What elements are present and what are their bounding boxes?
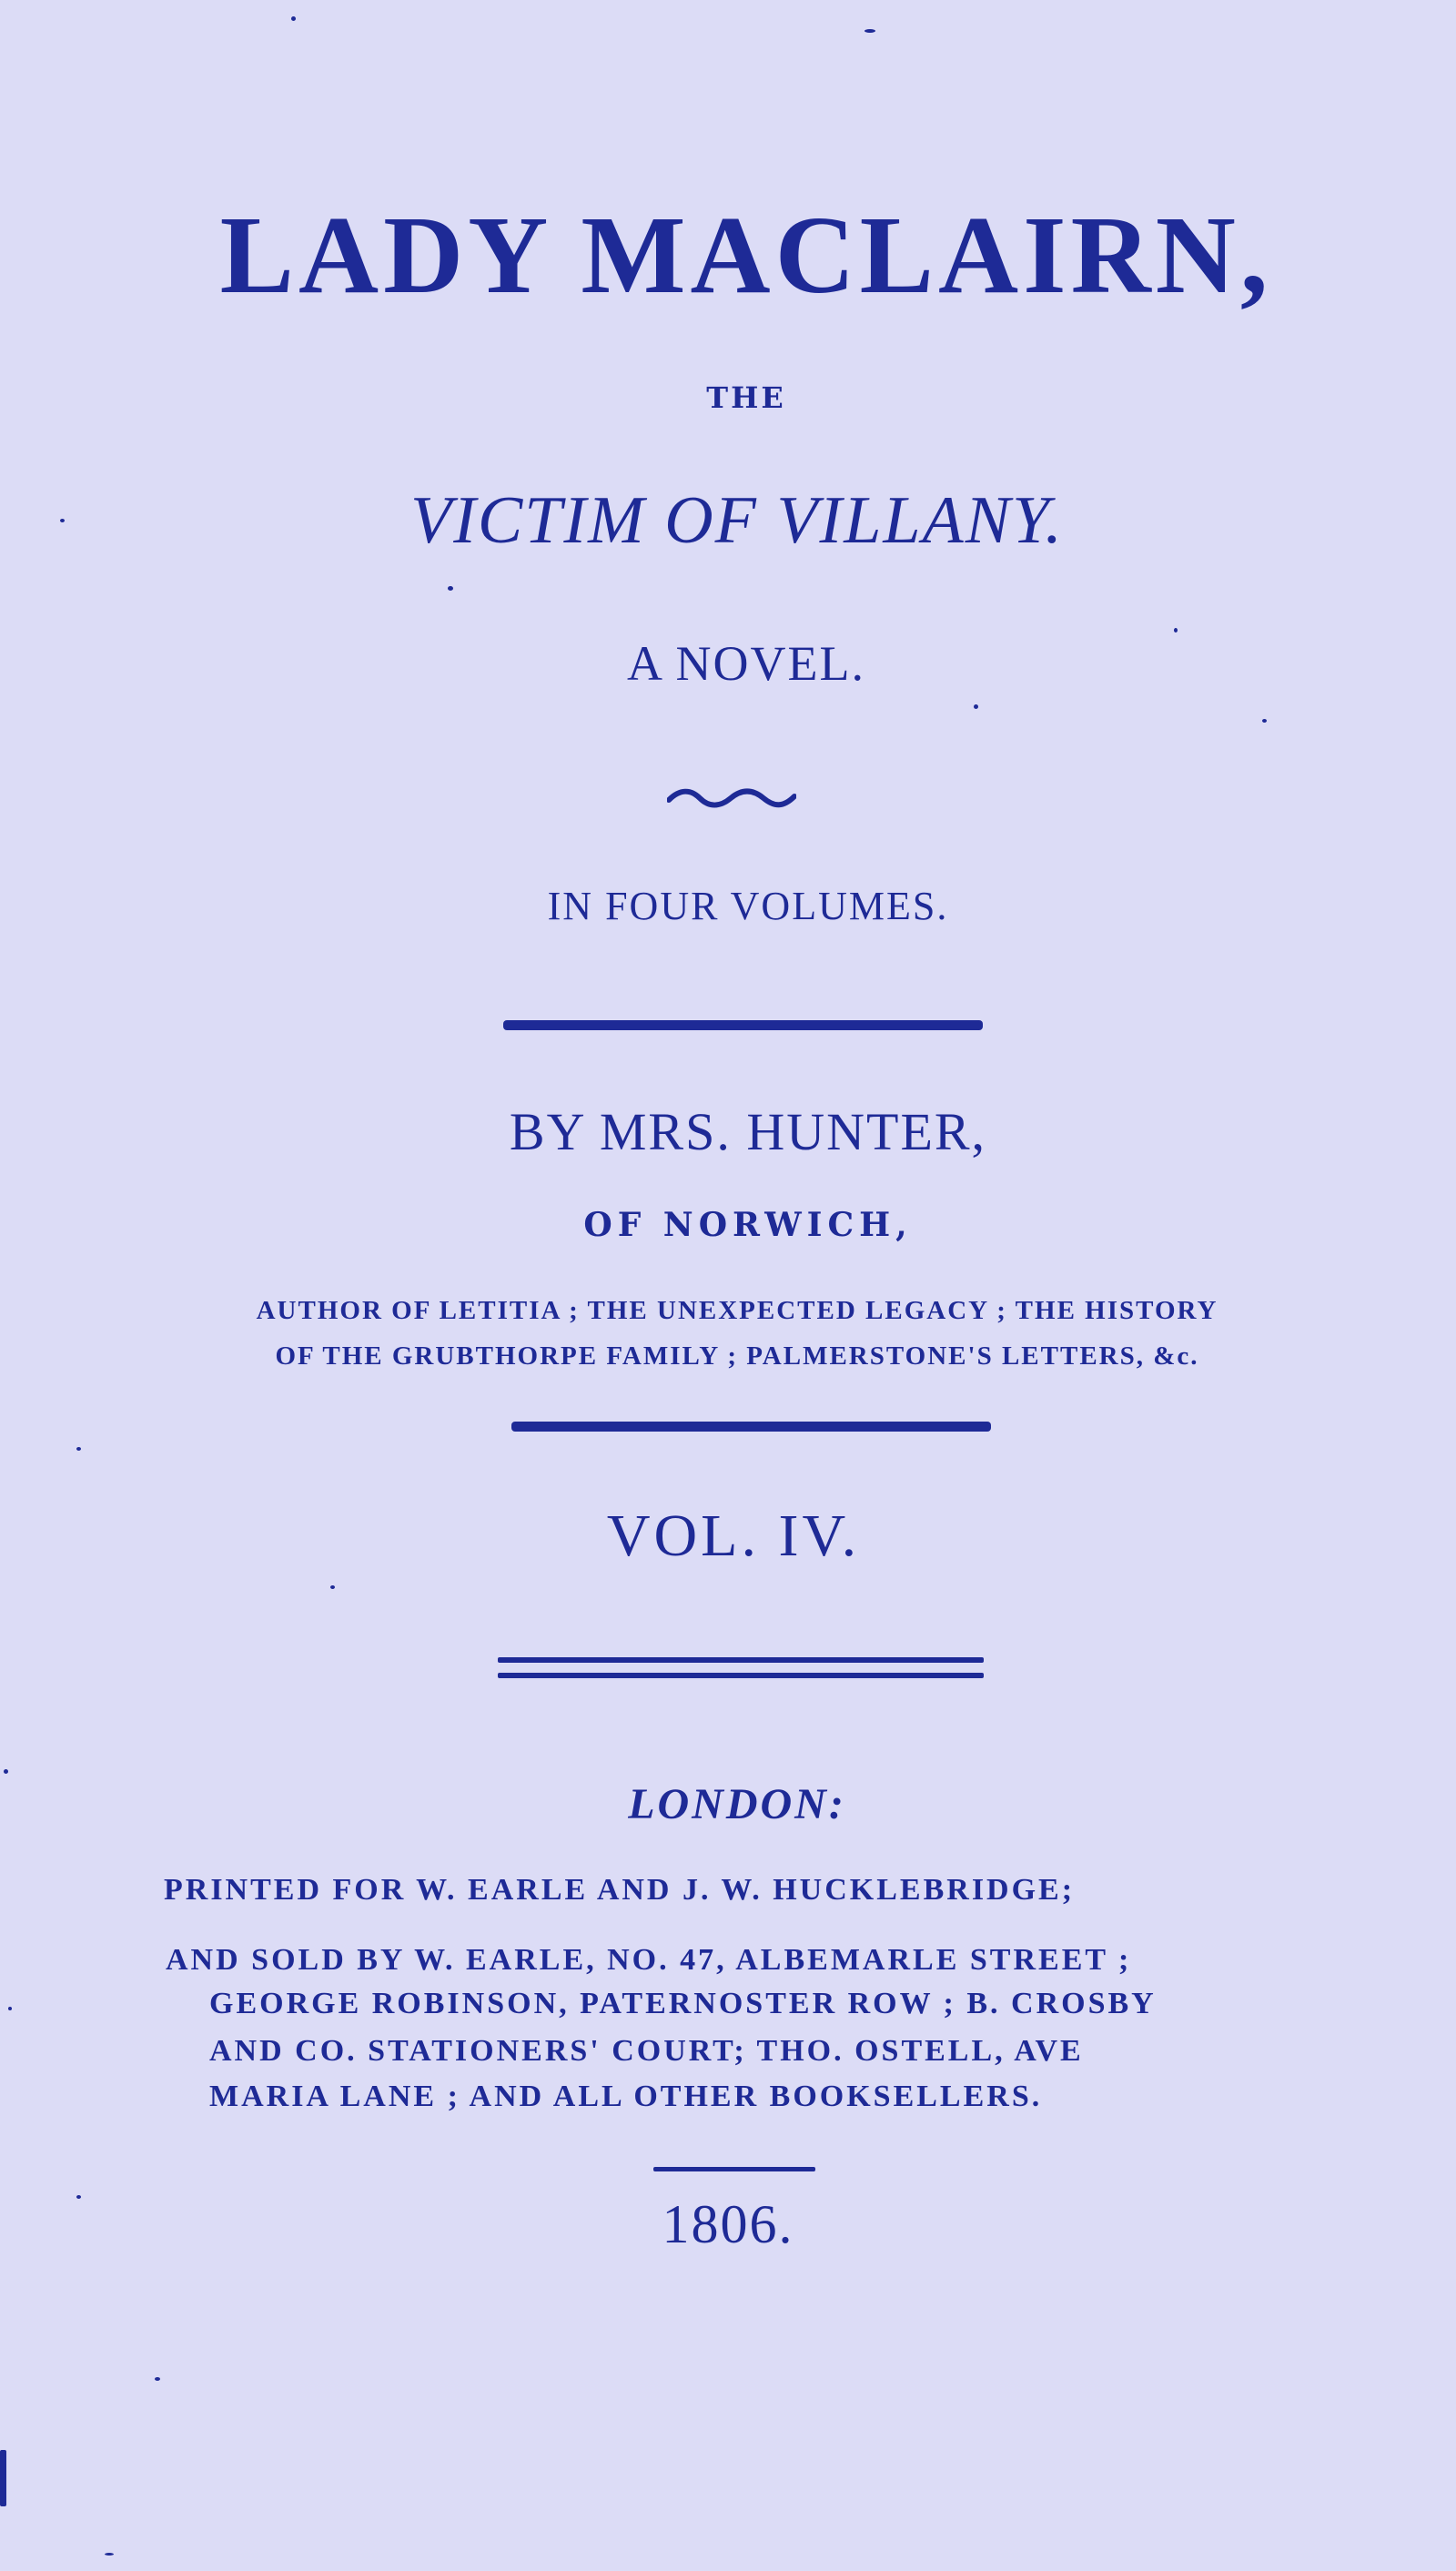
scan-speck	[864, 29, 875, 33]
book-subtitle: VICTIM OF VILLANY.	[410, 483, 1064, 558]
genre-line: A NOVEL.	[627, 636, 865, 691]
scan-speck	[330, 1585, 335, 1589]
divider-rule	[511, 1422, 991, 1432]
short-rule	[653, 2167, 815, 2171]
other-works-line: OF THE GRUBTHORPE FAMILY ; PALMERSTONE'S LETTERS, &c.	[275, 1341, 1199, 1371]
imprint-line: AND SOLD BY W. EARLE, NO. 47, ALBEMARLE STREET ;	[166, 1943, 1132, 1977]
scan-speck	[105, 2553, 114, 2556]
scan-speck	[76, 2195, 81, 2199]
volumes-note: IN FOUR VOLUMES.	[547, 884, 949, 928]
imprint-line: AND CO. STATIONERS' COURT; THO. OSTELL, AVE	[209, 2034, 1084, 2068]
other-works-line: AUTHOR OF LETITIA ; THE UNEXPECTED LEGACY ; THE HISTORY	[256, 1296, 1218, 1325]
imprint-line: MARIA LANE ; AND ALL OTHER BOOKSELLERS.	[209, 2080, 1043, 2113]
book-title: LADY MACLAIRN,	[219, 194, 1273, 317]
publication-city: LONDON:	[628, 1780, 846, 1828]
scan-speck	[1262, 719, 1267, 723]
scan-speck	[8, 2007, 12, 2010]
scan-speck	[60, 519, 65, 522]
imprint-line: PRINTED FOR W. EARLE AND J. W. HUCKLEBRIDGE;	[164, 1873, 1076, 1907]
scan-speck	[448, 586, 453, 591]
imprint-line: GEORGE ROBINSON, PATERNOSTER ROW ; B. CROSBY	[209, 1987, 1157, 2020]
scan-speck	[155, 2377, 160, 2381]
scan-speck	[974, 704, 978, 709]
title-connector: THE	[706, 380, 786, 415]
scan-speck	[1174, 628, 1178, 633]
divider-rule	[503, 1020, 983, 1030]
wave-ornament	[667, 787, 796, 809]
volume-number: VOL. IV.	[606, 1503, 861, 1569]
scan-speck	[4, 1769, 8, 1774]
scan-speck	[76, 1447, 81, 1451]
double-rule-bottom	[498, 1673, 984, 1678]
author-line: BY MRS. HUNTER,	[509, 1102, 987, 1161]
scan-speck	[291, 16, 296, 21]
scan-edge-mark	[0, 2450, 6, 2506]
publication-year: 1806.	[662, 2194, 794, 2254]
double-rule-top	[498, 1657, 984, 1663]
author-place: OF NORWICH,	[583, 1206, 913, 1244]
